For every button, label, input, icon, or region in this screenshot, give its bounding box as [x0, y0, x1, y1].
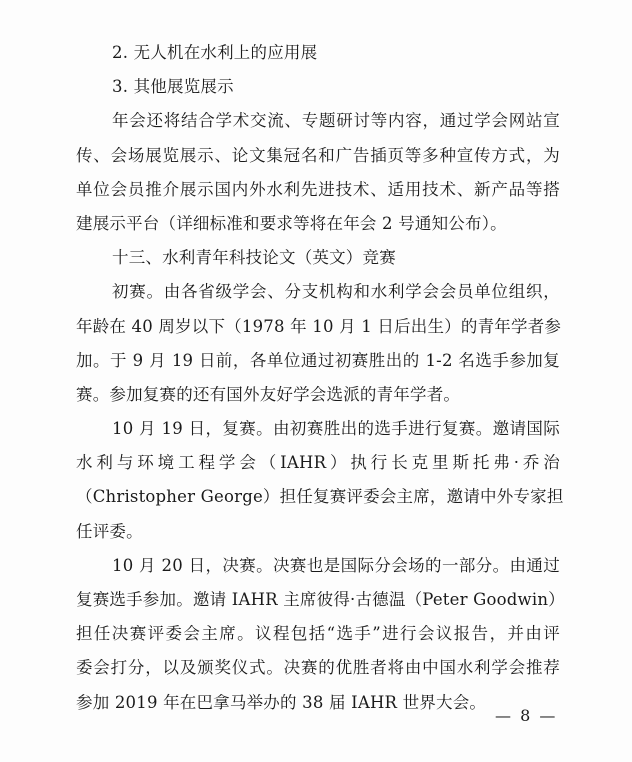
paragraph-line: 赛。参加复赛的还有国外友好学会选派的青年学者。 [76, 384, 461, 404]
paragraph-line: 委会打分，以及颁奖仪式。决赛的优胜者将由中国水利学会推荐 [76, 658, 560, 678]
paragraph-line: 担任决赛评委会主席。议程包括“选手”进行会议报告，并由评 [76, 624, 560, 644]
paragraph-line: 年会还将结合学术交流、专题研讨等内容，通过学会网站宣 [112, 111, 560, 131]
paragraph-line: 参加 2019 年在巴拿马举办的 38 届 IAHR 世界大会。 [76, 692, 487, 712]
paragraph-line: 初赛。由各省级学会、分支机构和水利学会会员单位组织， [112, 282, 560, 302]
paragraph-line: 水利与环境工程学会（IAHR）执行长克里斯托弗·乔治 [76, 453, 560, 473]
paragraph-line: 任评委。 [76, 521, 143, 541]
paragraph-line: （Christopher George）担任复赛评委会主席，邀请中外专家担 [76, 487, 564, 507]
paragraph-line: 10 月 20 日，决赛。决赛也是国际分会场的一部分。由通过 [112, 555, 560, 575]
paragraph-line: 加。于 9 月 19 日前，各单位通过初赛胜出的 1-2 名选手参加复 [76, 350, 560, 370]
page-number: — 8 — [495, 706, 558, 725]
paragraph-line: 复赛选手参加。邀请 IAHR 主席彼得·古德温（Peter Goodwin） [76, 590, 565, 609]
section-heading: 十三、水利青年科技论文（英文）竞赛 [112, 248, 396, 268]
paragraph-line: 年龄在 40 周岁以下（1978 年 10 月 1 日后出生）的青年学者参 [76, 316, 562, 336]
text-line: 2. 无人机在水利上的应用展 [112, 43, 318, 62]
document-body [76, 36, 565, 720]
paragraph-line: 建展示平台（详细标准和要求等将在年会 2 号通知公布）。 [76, 213, 507, 233]
text-line: 3. 其他展览展示 [112, 77, 234, 97]
paragraph-line: 单位会员推介展示国内外水利先进技术、适用技术、新产品等搭 [76, 179, 560, 199]
paragraph-line: 传、会场展览展示、论文集冠名和广告插页等多种宣传方式，为 [76, 145, 560, 165]
paragraph-line: 10 月 19 日，复赛。由初赛胜出的选手进行复赛。邀请国际 [112, 419, 560, 439]
